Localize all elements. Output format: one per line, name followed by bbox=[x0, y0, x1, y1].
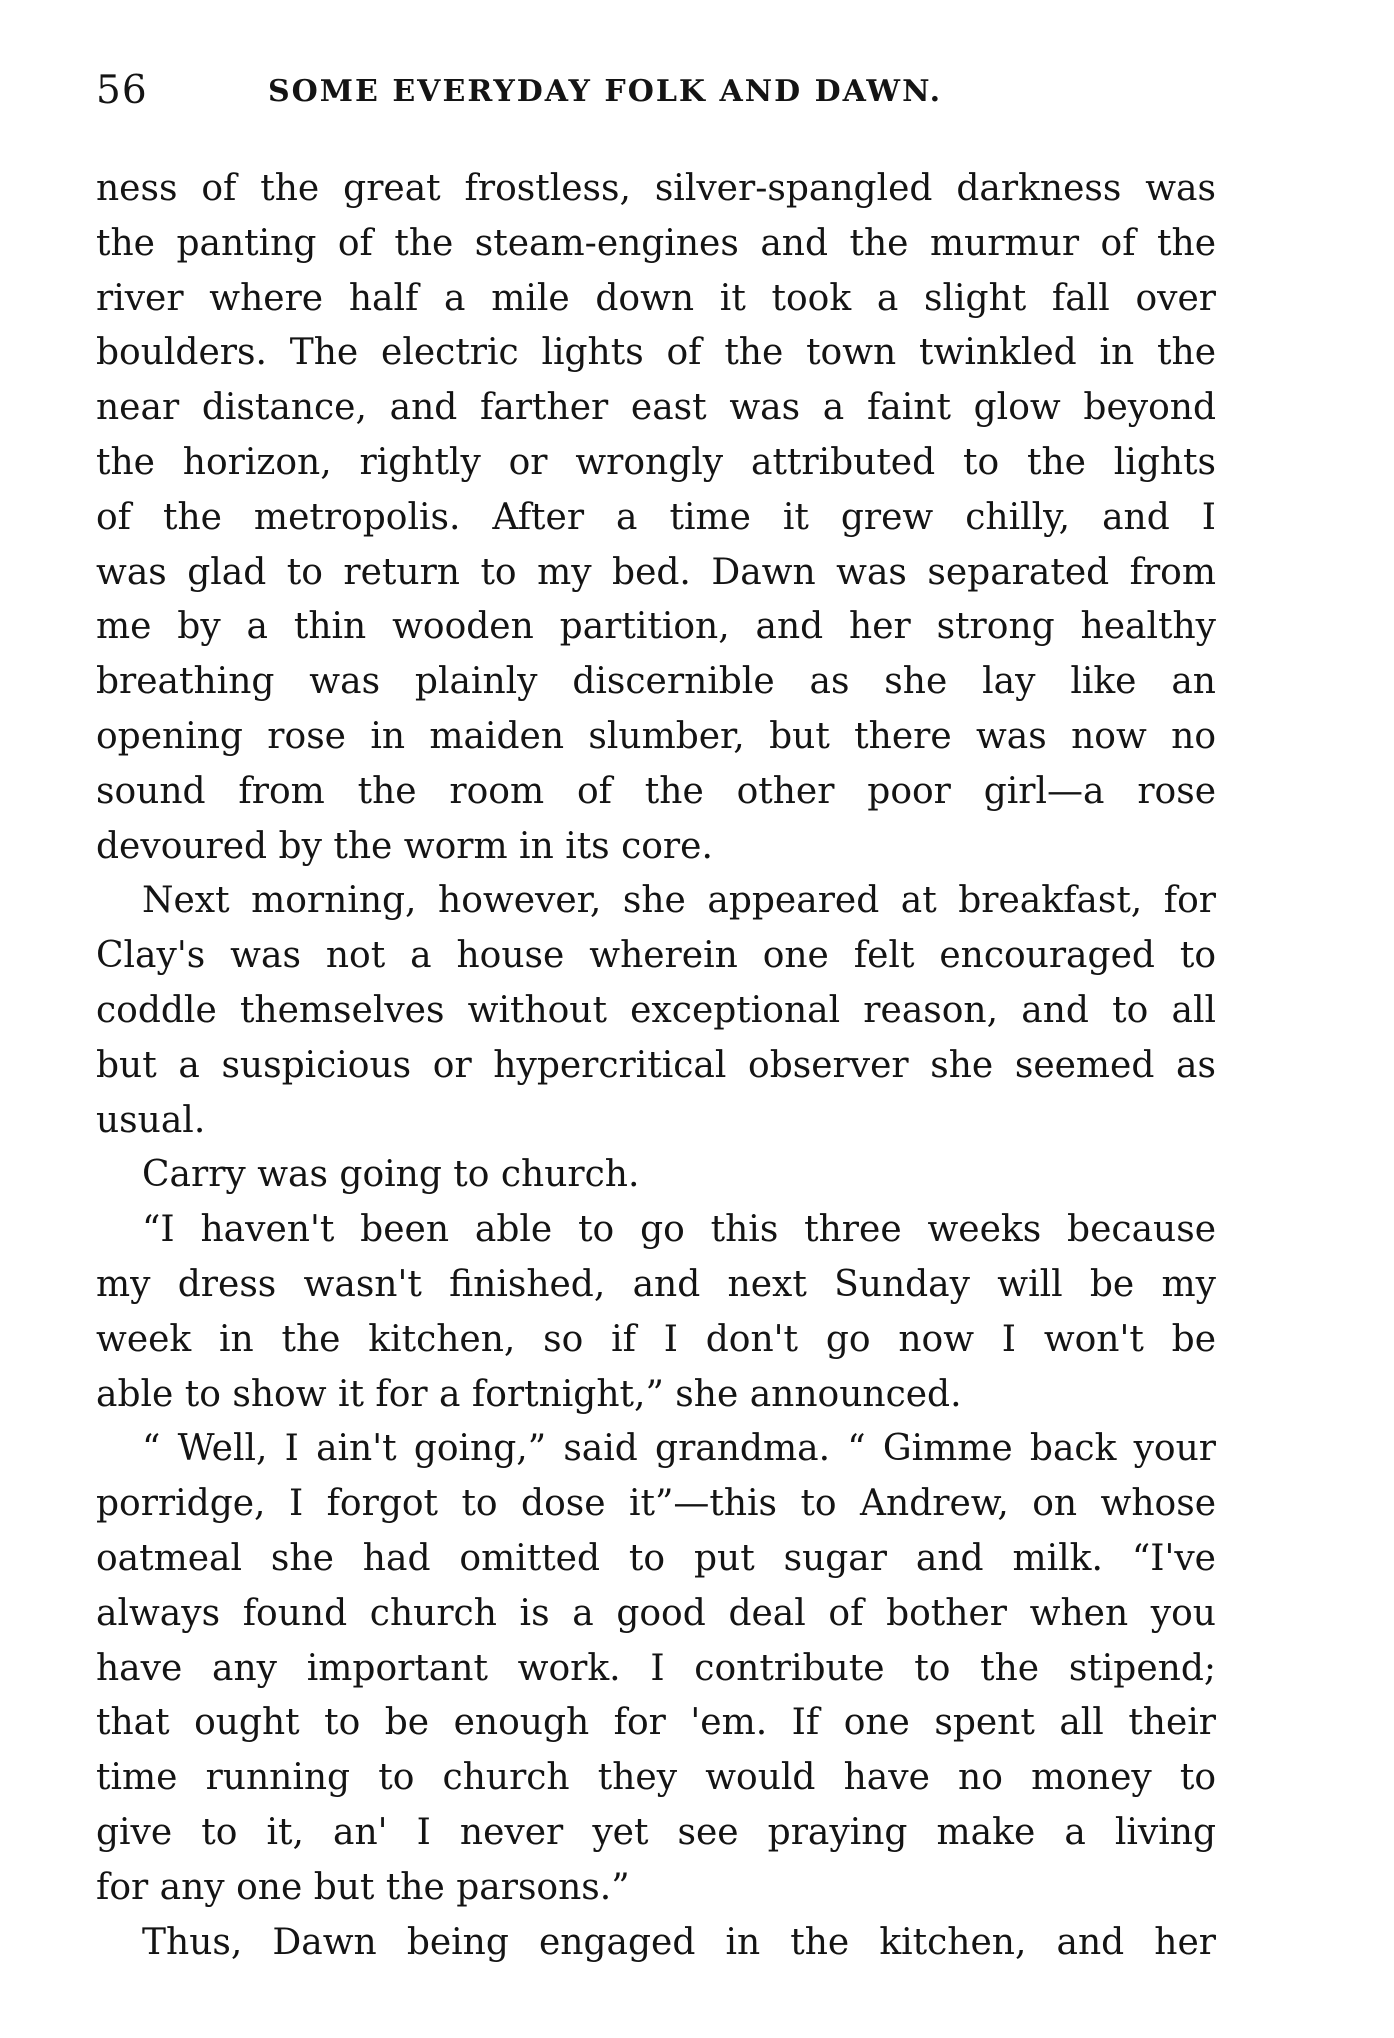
text-line: me by a thin wooden partition, and her strong healthy bbox=[96, 606, 1216, 648]
paragraph-first-line: Thus, Dawn being engaged in the kitchen, and her bbox=[142, 1921, 1216, 1963]
page-number: 56 bbox=[96, 68, 148, 113]
text-line: have any important work. I contribute to the stipend; bbox=[96, 1647, 1216, 1689]
text-line: but a suspicious or hypercritical observer she seemed as bbox=[96, 1044, 1216, 1086]
text-line: breathing was plainly discernible as she lay like an bbox=[96, 661, 1216, 703]
text-line: my dress wasn't finished, and next Sunday will be my bbox=[96, 1263, 1216, 1305]
text-line: porridge, I forgot to dose it”—this to Andrew, on whose bbox=[96, 1483, 1216, 1525]
text-line: sound from the room of the other poor girl—a rose bbox=[96, 770, 1216, 812]
text-line: the horizon, rightly or wrongly attributed to the lights bbox=[96, 441, 1216, 483]
text-line: oatmeal she had omitted to put sugar and milk. “I've bbox=[96, 1537, 1216, 1579]
text-line: boulders. The electric lights of the town twinkled in the bbox=[96, 332, 1216, 374]
text-line: usual. bbox=[96, 1099, 206, 1141]
text-line: for any one but the parsons.” bbox=[96, 1866, 630, 1908]
text-line: near distance, and farther east was a faint glow beyond bbox=[96, 387, 1216, 429]
text-line: time running to church they would have no money to bbox=[96, 1757, 1216, 1799]
running-title: SOME EVERYDAY FOLK AND DAWN. bbox=[268, 74, 943, 109]
text-line: of the metropolis. After a time it grew chilly, and I bbox=[96, 496, 1216, 538]
paragraph-first-line: “ Well, I ain't going,” said grandma. “ Gimme back your bbox=[142, 1428, 1216, 1470]
text-line: coddle themselves without exceptional reason, and to all bbox=[96, 989, 1216, 1031]
text-line: was glad to return to my bed. Dawn was separated from bbox=[96, 551, 1216, 593]
text-line: river where half a mile down it took a slight fall over bbox=[96, 277, 1216, 319]
page-header bbox=[96, 62, 1216, 122]
body-text bbox=[96, 162, 1216, 1970]
text-line: Clay's was not a house wherein one felt encouraged to bbox=[96, 935, 1216, 977]
text-line: able to show it for a fortnight,” she announced. bbox=[96, 1373, 962, 1415]
text-line: week in the kitchen, so if I don't go now I won't be bbox=[96, 1318, 1216, 1360]
text-line: ness of the great frostless, silver-spangled darkness was bbox=[96, 168, 1216, 209]
paragraph-first-line: Next morning, however, she appeared at breakfast, for bbox=[142, 880, 1216, 922]
paragraph-first-line: “I haven't been able to go this three weeks because bbox=[142, 1209, 1216, 1251]
text-line: opening rose in maiden slumber, but there was now no bbox=[96, 715, 1216, 757]
text-line: always found church is a good deal of bother when you bbox=[96, 1592, 1216, 1634]
paragraph-first-line: Carry was going to church. bbox=[142, 1154, 640, 1196]
text-line: give to it, an' I never yet see praying make a living bbox=[96, 1811, 1216, 1853]
text-line: devoured by the worm in its core. bbox=[96, 825, 713, 867]
text-line: that ought to be enough for 'em. If one spent all their bbox=[96, 1702, 1216, 1744]
book-page bbox=[96, 62, 1216, 1970]
text-line: the panting of the steam-engines and the murmur of the bbox=[96, 222, 1216, 264]
